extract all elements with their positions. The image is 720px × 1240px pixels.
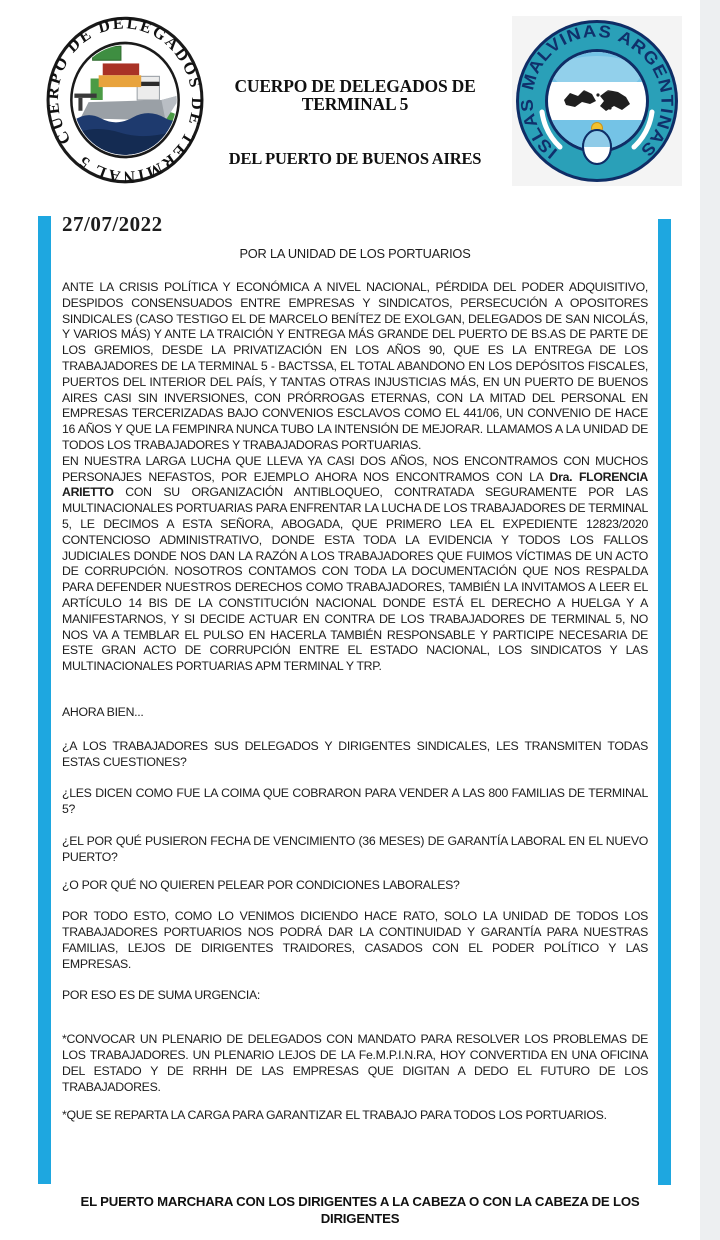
terminal5-seal-icon — [44, 14, 206, 186]
footer-slogan: EL PUERTO MARCHARA CON LOS DIRIGENTES A LA CABEZA O CON LA CABEZA DE LOS DIRIGENTES — [80, 1194, 640, 1226]
page-edge-shadow — [700, 0, 720, 1240]
bullet-2: *QUE SE REPARTA LA CARGA PARA GARANTIZAR EL TRABAJO PARA TODOS LOS PORTUARIOS. — [62, 1108, 607, 1123]
org-title-line2: DEL PUERTO DE BUENOS AIRES — [228, 149, 482, 168]
question-2: ¿LES DICEN COMO FUE LA COIMA QUE COBRARON PARA VENDER A LAS 800 FAMILIAS DE TERMINAL 5? — [62, 786, 648, 817]
para-arietto-post: CON SU ORGANIZACIÓN ANTIBLOQUEO, CONTRATADA SEGURAMENTE POR LAS MULTINACIONALES PORTUARIAS PARA ENFRENTAR LA LUCHA DE LOS TRABAJADORES DE TERMINAL 5, LE DECIMOS A ESTA SEÑORA, ABOGADA, QUE PRIMERO LEA EL EXPEDIENTE 12823/2020 CONTENCIOSO ADMINISTRATIVO, DONDE ESTA TODA LA EVIDENCIA Y TODOS LOS FALLOS JUDICIALES DONDE NOS DAN LA RAZÓN A LOS TRABAJADORES QUE FUIMOS VÍCTIMAS DE UN ACTO DE CORRUPCIÓN. NOSOTROS CONTAMOS CON TODA LA DOCUMENTACIÓN QUE NOS RESPALDA PARA DEFENDER NUESTROS DERECHOS COMO TRABAJADORES, TAMBIÉN LA INVITAMOS A LEER EL ARTÍCULO 14 BIS DE LA CONSTITUCIÓN NACIONAL DONDE ESTÁ EL DERECHO A HUELGA Y A MANIFESTARNOS, Y SI DECIDE ACTUAR EN CONTRA DE LOS TRABAJADORES DE TERMINAL 5, NO NOS VA A TEMBLAR EL PULSO EN HACERLA TAMBIÉN RESPONSABLE Y PARTICIPE NECESARIA DE ESTE GRAN ACTO DE CORRUPCIÓN ENTRE EL ESTADO NACIONAL, LOS SINDICATOS Y LAS MULTINACIONALES PORTUARIAS APM TERMINAL Y TRP. — [62, 485, 648, 674]
para-arietto — [62, 454, 648, 675]
date: 27/07/2022 — [62, 212, 163, 236]
document-body — [62, 212, 648, 1140]
para-urgencia: POR ESO ES DE SUMA URGENCIA: — [62, 988, 260, 1003]
doc-title: POR LA UNIDAD DE LOS PORTUARIOS — [239, 246, 471, 261]
badge-ring-text: ISLAS MALVINAS ARGENTINAS — [517, 21, 677, 163]
question-4: ¿O POR QUÉ NO QUIEREN PELEAR POR CONDICIONES LABORALES? — [62, 877, 460, 892]
para-unidad: POR TODO ESTO, COMO LO VENIMOS DICIENDO HACE RATO, SOLO LA UNIDAD DE TODOS LOS TRABAJADORES PORTUARIOS NOS PODRÁ DAR LA CONTINUIDAD Y GARANTÍA PARA NUESTRAS FAMILIAS, LEJOS DE DIRIGENTES TRAIDORES, CASADOS CON EL PODER POLÍTICO Y LAS EMPRESAS. — [62, 909, 648, 971]
question-3: ¿EL POR QUÉ PUSIERON FECHA DE VENCIMIENTO (36 MESES) DE GARANTÍA LABORAL EN EL NUEVO PUERTO? — [62, 833, 648, 864]
header-title-block — [205, 78, 505, 168]
malvinas-badge-icon — [512, 16, 682, 186]
para-intro: ANTE LA CRISIS POLÍTICA Y ECONÓMICA A NIVEL NACIONAL, PÉRDIDA DEL PODER ADQUISITIVO, DESPIDOS CONSENSUADOS ENTRE EMPRESAS Y SINDICATOS, PERSECUCIÓN A OPOSITORES SINDICALES (CASO TESTIGO EL DE MARCELO BENÍTEZ DE EXOLGAN, DELEGADOS DE SAN NICOLÁS, Y VARIOS MÁS) Y ANTE LA TRAICIÓN Y ENTREGA MÁS GRANDE DEL PUERTO DE BS.AS DE PARTE DE LOS GREMIOS, DESDE LA PRIVATIZACIÓN EN LOS AÑOS 90, QUE ES LA ENTREGA DE LOS TRABAJADORES DE LA TERMINAL 5 - BACTSSA, EL TOTAL ABANDONO EN LOS DEPÓSITOS FISCALES, PUERTOS DEL INTERIOR DEL PAÍS, Y TANTAS OTRAS INJUSTICIAS MÁS, EN UN PUERTO DE BUENOS AIRES CASI SIN INVERSIONES, CON PRÓRROGAS ETERNAS, CON LA MITAD DEL PERSONAL EN EMPRESAS TERCERIZADAS BAJO CONVENIOS ESCLAVOS COMO EL 441/06, UN CONVENIO DE HACE 16 AÑOS Y QUE LA FEMPINRA NUNCA TUBO LA INTENSIÓN DE MEJORAR. LLAMAMOS A LA UNIDAD DE TODOS LOS TRABAJADORES Y TRABAJADORAS PORTUARIAS. — [62, 280, 648, 452]
ahora-bien: AHORA BIEN... — [62, 704, 144, 719]
bullet-1: *CONVOCAR UN PLENARIO DE DELEGADOS CON MANDATO PARA RESOLVER LOS PROBLEMAS DE LOS TRABAJADORES. UN PLENARIO LEJOS DE LA Fe.M.P.I.N.RA, HOY CONVERTIDA EN UNA OFICINA DEL ESTADO Y DE RRHH DE LAS EMPRESAS QUE DIGITAN A DEDO EL FUTURO DE LOS TRABAJADORES. — [62, 1032, 648, 1094]
para-arietto-bold-name: Dra. FLORENCIA ARIETTO — [62, 469, 648, 500]
terminal5-logo — [44, 14, 206, 186]
seal-ring-text: CUERPO DE DELEGADOS DE TERMINAL 5 — [45, 14, 205, 186]
malvinas-logo — [512, 16, 682, 186]
left-accent-bar — [38, 216, 51, 1184]
para-arietto-pre: EN NUESTRA LARGA LUCHA QUE LLEVA YA CASI DOS AÑOS, NOS ENCONTRAMOS CON MUCHOS PERSONAJES NEFASTOS, POR EJEMPLO AHORA NOS ENCONTRAMOS CON LA — [62, 453, 648, 484]
question-1: ¿A LOS TRABAJADORES SUS DELEGADOS Y DIRIGENTES SINDICALES, LES TRANSMITEN TODAS ESTAS CUESTIONES? — [62, 738, 648, 769]
org-title-line1: CUERPO DE DELEGADOS DE TERMINAL 5 — [234, 76, 476, 114]
right-accent-bar — [658, 219, 671, 1185]
